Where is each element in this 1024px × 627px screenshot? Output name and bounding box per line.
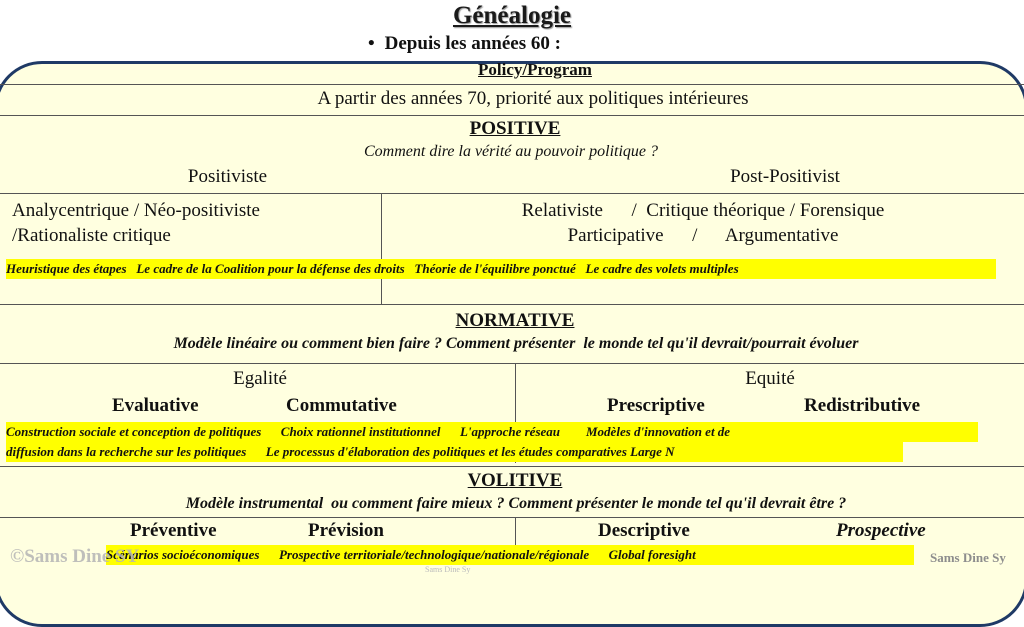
positiviste-line2: /Rationaliste critique: [12, 225, 171, 246]
positive-highlight-theories: Heuristique des étapes Le cadre de la Coalition pour la défense des droits Théorie de l'équilibre ponctué Le cadre des volets multiples: [6, 259, 996, 279]
volitive-question: Modèle instrumental ou comment faire mieux ? Comment présenter le monde tel qu'il devrait être ?: [185, 495, 847, 512]
post-positivist-line2: Participative / Argumentative: [567, 225, 839, 246]
normative-heading: NORMATIVE: [455, 310, 575, 331]
post-positivist-line1: Relativiste / Critique théorique / Forensique: [521, 200, 885, 221]
watermark-left: ©Sams Dine SY: [10, 546, 140, 567]
policy-header: Policy/Program: [478, 60, 592, 79]
divider: [0, 84, 1024, 85]
subtitle-text: Depuis les années 60 :: [384, 33, 561, 54]
egalite-label: Egalité: [233, 368, 287, 389]
watermark-center: Sams Dine Sy: [425, 565, 471, 574]
positiviste-label: Positiviste: [187, 166, 268, 187]
redistributive-label: Redistributive: [804, 395, 921, 416]
divider: [0, 363, 1024, 364]
positiviste-line1: Analycentrique / Néo-positiviste: [12, 200, 260, 221]
prospective-label: Prospective: [836, 520, 926, 541]
volitive-heading: VOLITIVE: [467, 470, 563, 491]
prevision-label: Prévision: [308, 520, 384, 541]
post-positivist-label: Post-Positivist: [730, 166, 840, 187]
divider: [0, 466, 1024, 467]
watermark-right: Sams Dine Sy: [930, 550, 1006, 565]
divider: [0, 304, 1024, 305]
normative-question: Modèle linéaire ou comment bien faire ? Comment présenter le monde tel qu'il devrait/pourrait évoluer: [173, 335, 859, 352]
evaluative-label: Evaluative: [112, 395, 199, 416]
normative-highlight-line1: Construction sociale et conception de politiques Choix rationnel institutionnel L'approche réseau Modèles d'innovation et de: [6, 422, 978, 442]
positive-heading: POSITIVE: [469, 118, 561, 139]
page-title: Généalogie: [452, 2, 572, 29]
policy-row-text: A partir des années 70, priorité aux politiques intérieures: [317, 88, 749, 109]
divider: [0, 115, 1024, 116]
divider: [0, 517, 1024, 518]
equite-label: Equité: [745, 368, 795, 389]
normative-highlight-line2: diffusion dans la recherche sur les politiques Le processus d'élaboration des politiques et les études comparatives Large N: [6, 442, 903, 462]
column-divider: [515, 517, 516, 545]
prescriptive-label: Prescriptive: [607, 395, 705, 416]
divider: [0, 193, 1024, 194]
bullet-icon: •: [368, 33, 375, 54]
subtitle: [368, 33, 561, 55]
preventive-label: Préventive: [130, 520, 217, 541]
volitive-highlight: Scénarios socioéconomiques Prospective territoriale/technologique/nationale/régionale Global foresight: [106, 545, 914, 565]
positive-question: Comment dire la vérité au pouvoir politique ?: [363, 143, 659, 160]
commutative-label: Commutative: [286, 395, 397, 416]
descriptive-label: Descriptive: [598, 520, 690, 541]
